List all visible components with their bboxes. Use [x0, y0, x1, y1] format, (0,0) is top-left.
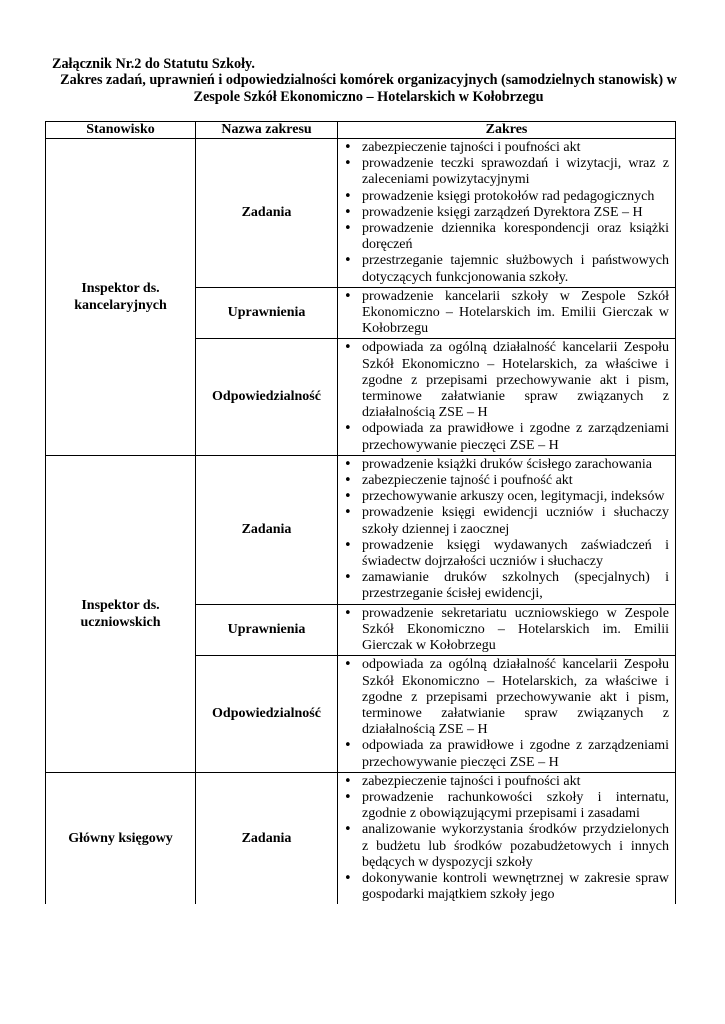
list-item: • prowadzenie teczki sprawozdań i wizytacji, wraz z zaleceniami powizytacyjnymi [338, 156, 669, 188]
list-item: • zabezpieczenie tajności i poufności akt [338, 774, 669, 790]
scope-name: Odpowiedzialność [212, 389, 321, 405]
scope-item-list [338, 773, 675, 905]
list-item: • przestrzeganie tajemnic służbowych i państwowych dotyczących funkcjonowania szkoły. [338, 253, 669, 285]
list-item: • zamawianie druków szkolnych (specjalnych) i przestrzeganie ścisłej ewidencji, [338, 570, 669, 602]
scope-item-list [338, 605, 675, 656]
scope-name-cell [196, 455, 338, 604]
position-cell [46, 772, 196, 904]
list-item: • odpowiada za prawidłowe i zgodne z zarządzeniami przechowywanie pieczęci ZSE – H [338, 421, 669, 453]
scope-name: Uprawnienia [227, 305, 306, 321]
list-item: • zabezpieczenie tajności i poufności akt [338, 140, 669, 156]
scope-item-list [338, 139, 675, 287]
list-item: • zabezpieczenie tajność i poufność akt [338, 473, 669, 489]
scope-name: Zadania [241, 521, 292, 537]
list-item: • dokonywanie kontroli wewnętrznej w zakresie spraw gospodarki majątkiem szkoły jego [338, 871, 669, 903]
list-item: • prowadzenie księgi zarządzeń Dyrektora ZSE – H [338, 205, 669, 221]
list-item: • przechowywanie arkuszy ocen, legitymacji, indeksów [338, 489, 669, 505]
list-item: • prowadzenie rachunkowości szkoły i internatu, zgodnie z obowiązującymi przepisami i zasadami [338, 790, 669, 822]
list-item: • prowadzenie sekretariatu uczniowskiego w Zespole Szkół Ekonomiczno – Hotelarskich im. Emilii Gierczak w Kołobrzegu [338, 606, 669, 655]
position-cell [46, 139, 196, 456]
scope-name-cell [196, 772, 338, 904]
scope-items-cell [338, 656, 676, 772]
scope-item-list [338, 288, 675, 339]
table-row [46, 772, 676, 904]
scope-items-cell [338, 772, 676, 904]
list-item: • odpowiada za ogólną działalność kancelarii Zespołu Szkół Ekonomiczno – Hotelarskich, za właściwe i zgodne z przepisami przechowywanie akt i pism, terminowe załatwianie spraw związanych z działalnością ZSE – H [338, 340, 669, 421]
scope-item-list [338, 456, 675, 604]
scope-items-cell [338, 139, 676, 288]
scope-name-cell [196, 656, 338, 772]
scope-items-cell [338, 339, 676, 455]
list-item: • prowadzenie książki druków ścisłego zarachowania [338, 457, 669, 473]
column-header-scope-name: Nazwa zakresu [196, 122, 338, 139]
scope-name-cell [196, 339, 338, 455]
scope-item-list [338, 656, 675, 771]
position-name: Główny księgowy [68, 831, 173, 847]
responsibilities-table [45, 121, 676, 904]
list-item: • prowadzenie dziennika korespondencji oraz książki doręczeń [338, 221, 669, 253]
attachment-title: Załącznik Nr.2 do Statutu Szkoły. [52, 56, 255, 72]
list-item: • prowadzenie kancelarii szkoły w Zespole Szkół Ekonomiczno – Hotelarskich im. Emilii Gierczak w Kołobrzegu [338, 289, 669, 338]
scope-name-cell [196, 287, 338, 339]
scope-name: Zadania [241, 204, 292, 220]
column-header-position: Stanowisko [46, 122, 196, 139]
scope-name-cell [196, 604, 338, 656]
list-item: • prowadzenie księgi protokołów rad pedagogicznych [338, 189, 669, 205]
scope-item-list [338, 339, 675, 454]
list-item: • prowadzenie księgi ewidencji uczniów i słuchaczy szkoły dziennej i zaocznej [338, 505, 669, 537]
scope-name: Odpowiedzialność [212, 706, 321, 721]
list-item: • odpowiada za ogólną działalność kancelarii Zespołu Szkół Ekonomiczno – Hotelarskich, za właściwe i zgodne z przepisami przechowywanie akt i pism, terminowe załatwianie spraw związanych z działalnością ZSE – H [338, 657, 669, 738]
scope-items-cell [338, 455, 676, 604]
table-row [46, 139, 676, 288]
document-title: Zakres zadań, uprawnień i odpowiedzialności komórek organizacyjnych (samodzielnych stanowisk) w Zespole Szkół Ekonomiczno – Hotelarskich w Kołobrzegu [60, 72, 677, 105]
position-name: Inspektor ds. kancelaryjnych [74, 280, 167, 313]
scope-name: Uprawnienia [227, 621, 306, 637]
list-item: • analizowanie wykorzystania środków przydzielonych z budżetu lub środków pozabudżetowych i innych będących w dyspozycji szkoły [338, 822, 669, 871]
column-header-scope: Zakres [338, 122, 676, 139]
scope-items-cell [338, 604, 676, 656]
list-item: • odpowiada za prawidłowe i zgodne z zarządzeniami przechowywanie pieczęci ZSE – H [338, 738, 669, 770]
scope-items-cell [338, 287, 676, 339]
position-name: Inspektor ds. uczniowskich [80, 597, 161, 630]
position-cell [46, 455, 196, 772]
table-row [46, 455, 676, 604]
list-item: • prowadzenie księgi wydawanych zaświadczeń i świadectw dojrzałości uczniów i słuchaczy [338, 538, 669, 570]
scope-name-cell [196, 139, 338, 288]
table-header-row [46, 122, 676, 139]
scope-name: Zadania [241, 830, 292, 846]
